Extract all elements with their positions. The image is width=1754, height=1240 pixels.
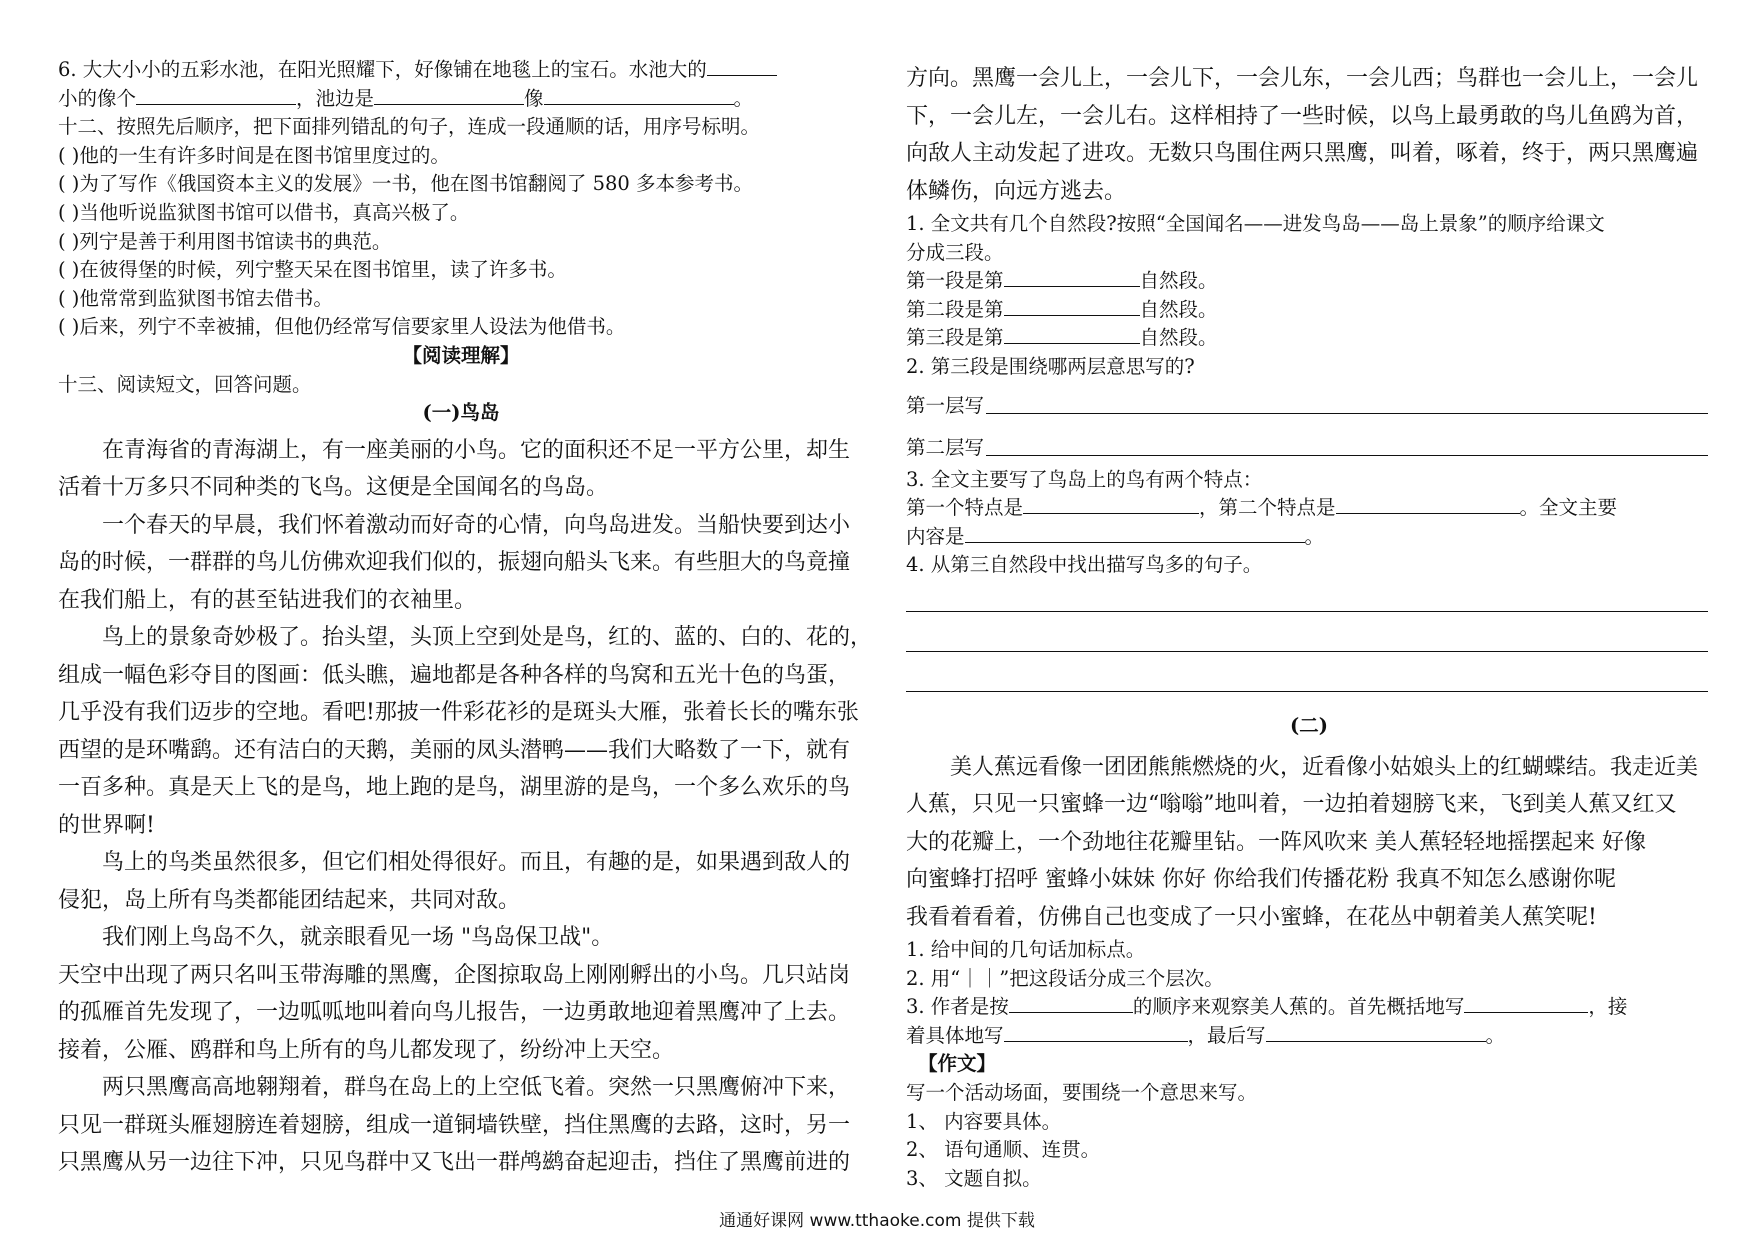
passage2-title: (二)	[1290, 713, 1328, 737]
blank[interactable]	[707, 57, 777, 76]
essay-prompt: 写一个活动场面，要围绕一个意思来写。	[906, 1081, 1258, 1104]
blank[interactable]	[1004, 297, 1140, 316]
passage-line: 向敌人主动发起了进攻。无数只鸟围住两只黑鹰，叫着，啄着，终于，两只黑鹰遍	[906, 141, 1699, 166]
answer-line[interactable]	[986, 413, 1708, 414]
p2-q3-line1	[906, 993, 1712, 1022]
passage-line: 活着十万多只不同种类的飞鸟。这便是全国闻名的鸟岛。	[58, 475, 609, 501]
q6-line2	[58, 85, 864, 114]
blank[interactable]	[1004, 1023, 1188, 1042]
p2-q1: 1. 给中间的几句话加标点。	[906, 938, 1146, 962]
q3-line1	[906, 494, 1712, 523]
q3-text: 。全文主要	[1519, 496, 1618, 520]
q12-item: ( )在彼得堡的时候，列宁整天呆在图书馆里，读了许多书。	[58, 258, 567, 282]
passage-line: 岛的时候，一群群的鸟儿仿佛欢迎我们似的，振翅向船头飞来。有些胆大的鸟竟撞	[58, 550, 851, 576]
q12-item: ( )列宁是善于利用图书馆读书的典范。	[58, 229, 392, 253]
passage-line: 我看着看着，仿佛自己也变成了一只小蜜蜂，在花丛中朝着美人蕉笑呢!	[906, 904, 1597, 930]
q3-line2	[906, 523, 1712, 552]
passage-line: 一百多种。真是天上飞的是鸟，地上跑的是鸟，湖里游的是鸟，一个多么欢乐的鸟	[58, 775, 851, 801]
blank[interactable]	[1464, 994, 1588, 1013]
blank[interactable]	[965, 524, 1305, 543]
passage-line: 下，一会儿左，一会儿右。这样相持了一些时候，以鸟上最勇敢的鸟儿鱼鸥为首，	[906, 103, 1699, 129]
passage-line: 的孤雁首先发现了，一边呱呱地叫着向鸟儿报告，一边勇敢地迎着黑鹰冲了上去。	[58, 1000, 851, 1026]
passage-line: 两只黑鹰高高地翱翔着，群鸟在岛上的上空低飞着。突然一只黑鹰俯冲下来，	[102, 1075, 851, 1101]
blank[interactable]	[1336, 495, 1520, 514]
passage-line: 的世界啊!	[58, 812, 155, 838]
q4-answer-line[interactable]	[906, 580, 1712, 620]
passage-line: 西望的是环嘴鹞。还有洁白的天鹅，美丽的凤头潜鸭——我们大略数了一下，就有	[58, 737, 851, 763]
q6-text: 6. 大大小小的五彩水池，在阳光照耀下，好像铺在地毯上的宝石。水池大的	[58, 58, 707, 81]
q1-seg-label: 第二段是第	[906, 297, 1004, 321]
q2-layer1	[906, 382, 1712, 424]
q6-line1	[58, 56, 864, 85]
q2-layer-label: 第一层写	[906, 393, 985, 417]
p2-q3-text: 3. 作者是按	[906, 995, 1009, 1019]
passage-line: 鸟上的景象奇妙极了。抬头望，头顶上空到处是鸟，红的、蓝的、白的、花的，	[102, 625, 873, 651]
blank[interactable]	[544, 86, 734, 105]
q6-text: 小的像个	[58, 86, 137, 110]
q1-line2: 分成三段。	[906, 240, 1004, 264]
passage-line: 侵犯，岛上所有鸟类都能团结起来，共同对敌。	[58, 887, 521, 913]
q12-item: ( )后来，列宁不幸被捕，但他仍经常写信要家里人设法为他借书。	[58, 315, 626, 339]
passage-line: 鸟上的鸟类虽然很多，但它们相处得很好。而且，有趣的是，如果遇到敌人的	[102, 850, 851, 876]
q3-text: ，第二个特点是	[1199, 496, 1336, 520]
passage-line: 接着，公雁、鸥群和鸟上所有的鸟儿都发现了，纷纷冲上天空。	[58, 1037, 675, 1063]
blank[interactable]	[1004, 325, 1140, 344]
p2-q3-text: 着具体地写	[906, 1023, 1004, 1047]
passage-line: 在我们船上，有的甚至钻进我们的衣袖里。	[58, 587, 477, 613]
p2-q3-line2	[906, 1022, 1712, 1051]
q2-layer-label: 第二层写	[906, 435, 985, 459]
passage-line: 我们刚上鸟岛不久，就亲眼看见一场 "鸟岛保卫战"。	[102, 925, 614, 951]
q1-line1: 1. 全文共有几个自然段?按照“全国闻名——进发鸟岛——岛上景象”的顺序给课文	[906, 212, 1605, 235]
blank[interactable]	[136, 86, 296, 105]
q1-seg2	[906, 296, 1712, 325]
p2-q3-text: ，接	[1588, 995, 1628, 1019]
passage-line: 人蕉，只见一只蜜蜂一边“嗡嗡”地叫着，一边拍着翅膀飞来，飞到美人蕉又红又	[906, 792, 1677, 818]
q12-item: ( )当他听说监狱图书馆可以借书，真高兴极了。	[58, 200, 470, 224]
passage-line: 大的花瓣上，一个劲地往花瓣里钻。一阵风吹来 美人蕉轻轻地摇摆起来 好像	[906, 829, 1646, 855]
left-column	[58, 56, 873, 1182]
passage-line: 方向。黑鹰一会儿上，一会儿下，一会儿东，一会儿西；鸟群也一会儿上，一会儿	[906, 66, 1699, 91]
passage-line: 在青海省的青海湖上，有一座美丽的小鸟。它的面积还不足一平方公里，却生	[102, 437, 851, 463]
right-column	[906, 60, 1712, 1193]
q4-answer-line[interactable]	[906, 660, 1712, 700]
q1-seg-suffix: 自然段。	[1139, 269, 1218, 293]
footer: 通通好课网 www.tthaoke.com 提供下载	[719, 1211, 1035, 1231]
q1-seg-label: 第三段是第	[906, 326, 1004, 350]
p2-q3-text: 的顺序来观察美人蕉的。首先概括地写	[1132, 995, 1465, 1019]
q6-text: ，池边是	[296, 86, 375, 110]
q1-seg-suffix: 自然段。	[1139, 297, 1218, 321]
p2-q2: 2. 用“｜｜”把这段话分成三个层次。	[906, 966, 1224, 990]
essay-header: 【作文】	[918, 1052, 997, 1076]
q3-text: 。	[1304, 524, 1325, 548]
q1-seg1	[906, 267, 1712, 296]
q6-text: 。	[733, 86, 754, 110]
passage1-title: (一)鸟岛	[422, 401, 500, 425]
q12-item: ( )他常常到监狱图书馆去借书。	[58, 286, 333, 310]
q2-layer2	[906, 424, 1712, 466]
q3-text: 第一个特点是	[906, 496, 1024, 520]
passage-line: 组成一幅色彩夺目的图画：低头瞧，遍地都是各种各样的鸟窝和五光十色的鸟蛋，	[58, 662, 851, 688]
blank[interactable]	[1004, 268, 1140, 287]
q4-answer-line[interactable]	[906, 620, 1712, 660]
q1-seg-label: 第一段是第	[906, 269, 1004, 293]
passage-line: 向蜜蜂打招呼 蜜蜂小妹妹 你好 你给我们传播花粉 我真不知怎么感谢你呢	[906, 867, 1616, 893]
passage-line: 美人蕉远看像一团团熊熊燃烧的火，近看像小姑娘头上的红蝴蝶结。我走近美	[950, 754, 1699, 780]
passage-line: 只黑鹰从另一边往下冲，只见鸟群中又飞出一群鸬鹚奋起迎击，挡住了黑鹰前进的	[58, 1150, 851, 1176]
q1-seg-suffix: 自然段。	[1139, 326, 1218, 350]
passage-line: 一个春天的早晨，我们怀着激动而好奇的心情，向鸟岛进发。当船快要到达小	[102, 512, 851, 538]
q3-title: 3. 全文主要写了鸟岛上的鸟有两个特点：	[906, 467, 1263, 491]
q13-title: 十三、阅读短文，回答问题。	[58, 372, 312, 396]
q4-title: 4. 从第三自然段中找出描写鸟多的句子。	[906, 553, 1263, 577]
passage-line: 体鳞伤，向远方逃去。	[906, 178, 1127, 204]
q12-item: ( )为了写作《俄国资本主义的发展》一书，他在图书馆翻阅了 580 多本参考书。	[58, 172, 754, 196]
q3-text: 内容是	[906, 524, 965, 548]
q6-text: 像	[524, 86, 544, 110]
blank[interactable]	[1023, 495, 1199, 514]
q2-title: 2. 第三段是围绕哪两层意思写的?	[906, 354, 1195, 378]
blank[interactable]	[1266, 1023, 1486, 1042]
q12-item: ( )他的一生有许多时间是在图书馆里度过的。	[58, 143, 450, 167]
essay-req: 2、 语句通顺、连贯。	[906, 1138, 1101, 1162]
essay-req: 1、 内容要具体。	[906, 1109, 1062, 1133]
p2-q3-text: 。	[1485, 1023, 1506, 1047]
blank[interactable]	[1009, 994, 1133, 1013]
q1-seg3	[906, 324, 1712, 353]
passage-line: 天空中出现了两只名叫玉带海雕的黑鹰，企图掠取岛上刚刚孵出的小鸟。几只站岗	[58, 962, 851, 988]
passage-line: 几乎没有我们迈步的空地。看吧!那披一件彩花衫的是斑头大雁，张着长长的嘴东张	[58, 700, 859, 726]
passage-line: 只见一群斑头雁翅膀连着翅膀，组成一道铜墙铁壁，挡住黑鹰的去路，这时，另一	[58, 1112, 851, 1138]
answer-line[interactable]	[986, 455, 1708, 456]
reading-header: 【阅读理解】	[402, 343, 520, 367]
blank[interactable]	[374, 86, 524, 105]
essay-req: 3、 文题自拟。	[906, 1166, 1042, 1190]
q12-title: 十二、按照先后顺序，把下面排列错乱的句子，连成一段通顺的话，用序号标明。	[58, 115, 761, 139]
p2-q3-text: ，最后写	[1187, 1023, 1266, 1047]
